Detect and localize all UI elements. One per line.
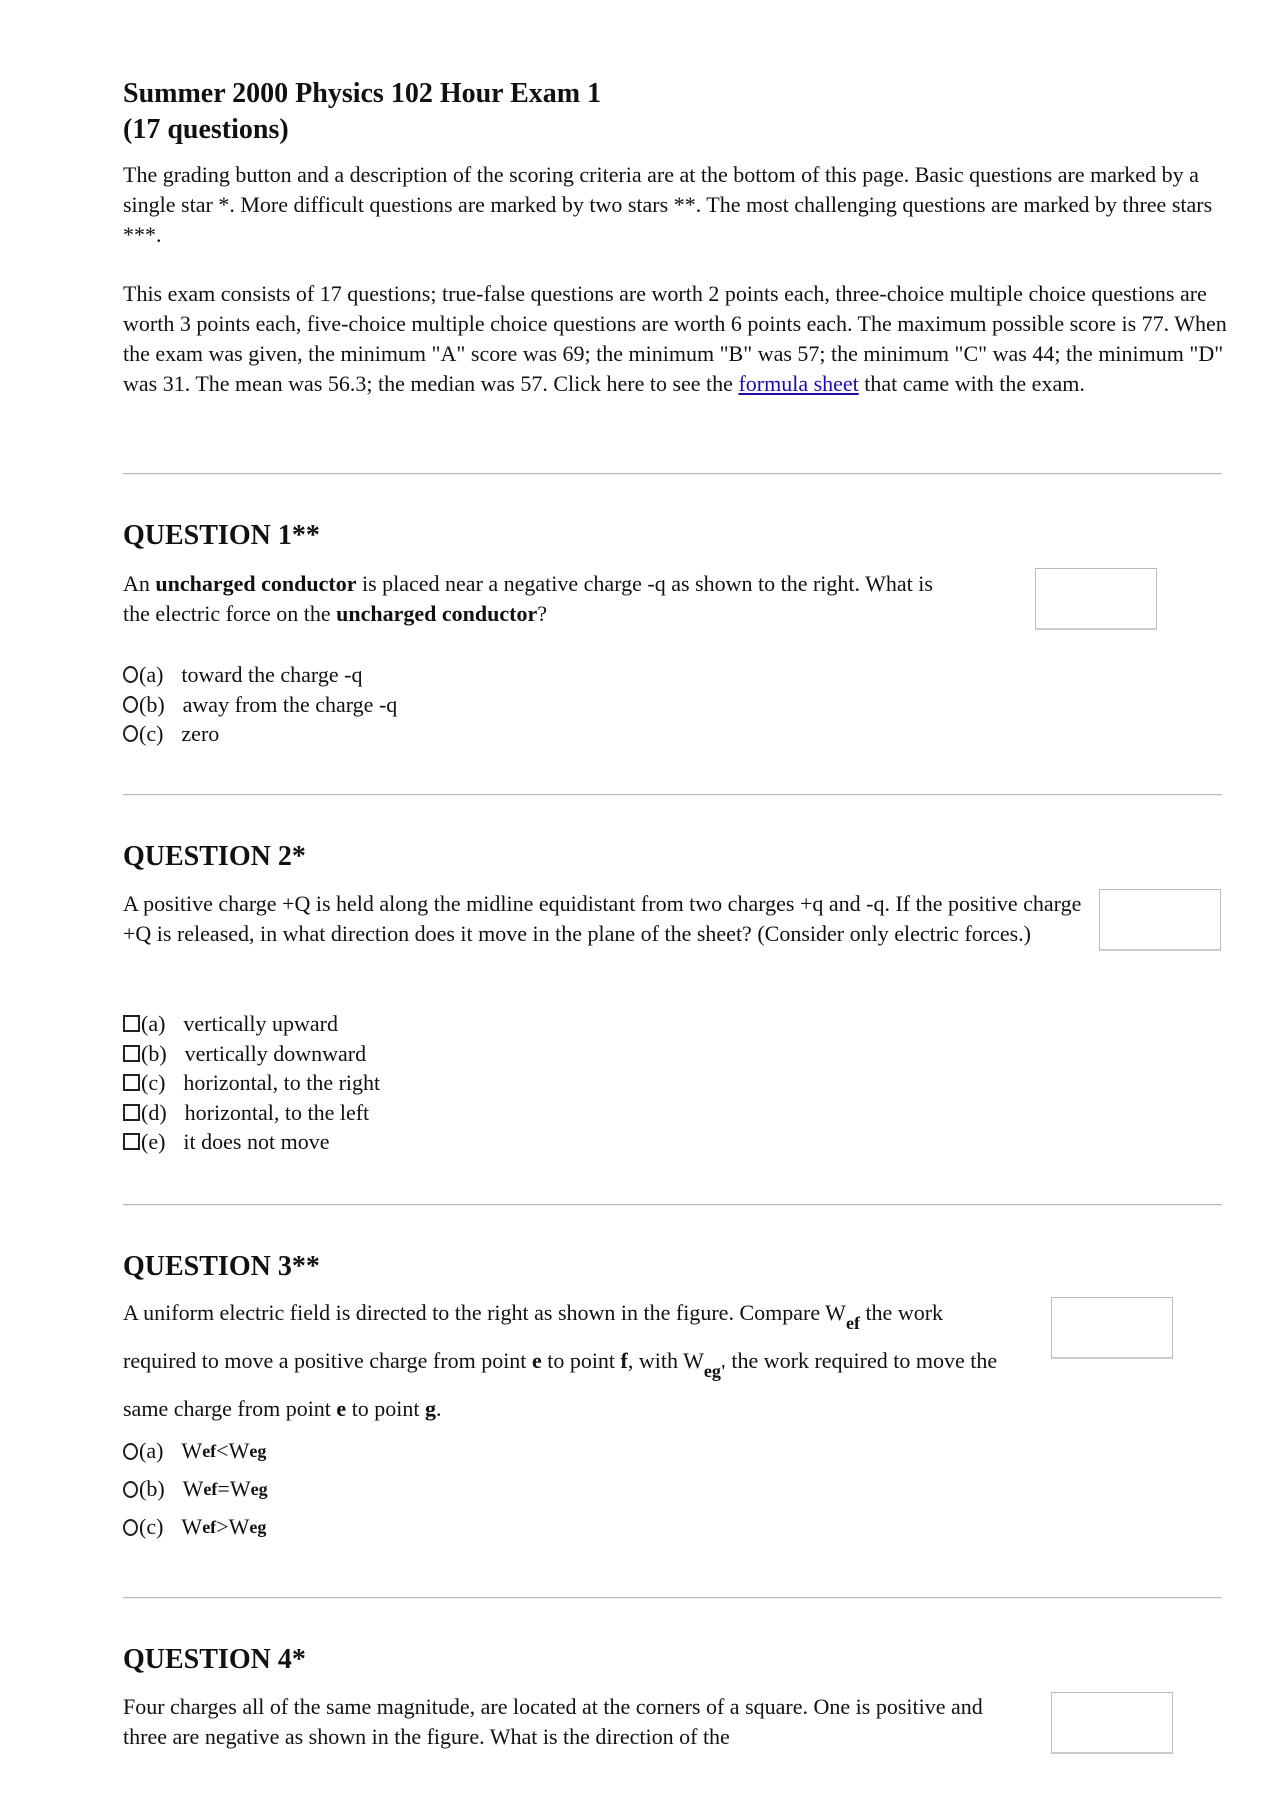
question-3-text: A uniform electric field is directed to the right as shown in the figure. Compare $W_{ef}$ the work required to move a positive charge from point e to point f, with $W_{eg'}$ the work required to move the same charge from point e to point g. [123, 1300, 998, 1421]
divider [123, 1597, 1222, 1599]
divider [123, 794, 1222, 796]
question-4-figure [1051, 1692, 1173, 1754]
option-a[interactable]: (a) toward the charge -q [123, 660, 397, 690]
question-4-text: Four charges all of the same magnitude, are located at the corners of a square. One is positive and three are negative as shown in the figure. What is the direction of the [123, 1694, 983, 1749]
question-3-heading: QUESTION 3** [123, 1251, 320, 1282]
intro-paragraph-1: The grading button and a description of the scoring criteria are at the bottom of this page. Basic questions are marked by a single star *. More difficult questions are marked by two stars **. The most challenging questions are marked by three stars ***. [123, 162, 1213, 247]
checkbox[interactable] [123, 1074, 140, 1091]
question-4-heading: QUESTION 4* [123, 1644, 306, 1675]
radio-button[interactable] [123, 725, 138, 742]
question-1-options [123, 660, 397, 749]
question-3-figure [1051, 1297, 1173, 1359]
radio-button[interactable] [123, 1443, 138, 1460]
radio-button[interactable] [123, 666, 138, 683]
option-a[interactable]: (a) vertically upward [123, 1009, 380, 1039]
question-2-figure [1099, 889, 1221, 951]
question-1-heading: QUESTION 1** [123, 520, 320, 551]
radio-button[interactable] [123, 1519, 138, 1536]
option-c[interactable]: (c) zero [123, 719, 397, 749]
option-c[interactable]: (c) horizontal, to the right [123, 1068, 380, 1098]
divider [123, 473, 1222, 475]
title-line-2: (17 questions) [123, 114, 289, 145]
title-line-1: Summer 2000 Physics 102 Hour Exam 1 [123, 78, 602, 109]
radio-button[interactable] [123, 1481, 138, 1498]
option-d[interactable]: (d) horizontal, to the left [123, 1098, 380, 1128]
divider [123, 1204, 1222, 1206]
question-1-figure [1035, 568, 1157, 630]
option-b[interactable]: (b) vertically downward [123, 1039, 380, 1069]
page-title [123, 76, 601, 148]
intro-paragraph-2 [123, 279, 1228, 399]
checkbox[interactable] [123, 1104, 140, 1121]
intro-text-end: that came with the exam. [858, 371, 1085, 396]
radio-button[interactable] [123, 696, 138, 713]
checkbox[interactable] [123, 1133, 140, 1150]
question-3-options [123, 1432, 268, 1546]
option-c[interactable]: (c) W ef > W eg [123, 1508, 268, 1546]
intro-text: This exam consists of 17 questions; true-false questions are worth 2 points each, three-choice multiple choice questions are worth 3 points each, five-choice multiple choice questions are worth 6 points each. The maximum possible score is 77. When the exam was given, the minimum "A" score was 69; the minimum "B" was 57; the minimum "C" was 44; the minimum "D" was 31. The mean was 56.3; the median was 57. Click here to see the [123, 281, 1227, 396]
option-b[interactable]: (b) W ef = W eg [123, 1470, 268, 1508]
formula-sheet-link[interactable]: formula sheet [738, 371, 859, 396]
question-2-heading: QUESTION 2* [123, 841, 306, 872]
checkbox[interactable] [123, 1045, 140, 1062]
question-2-options [123, 1009, 380, 1157]
question-1-text: An uncharged conductor is placed near a negative charge -q as shown to the right. What is the electric force on the uncharged conductor? [123, 571, 933, 626]
question-2-text: A positive charge +Q is held along the midline equidistant from two charges +q and -q. If the positive charge +Q is released, in what direction does it move in the plane of the sheet? (Consider only electric forces.) [123, 891, 1082, 946]
option-b[interactable]: (b) away from the charge -q [123, 690, 397, 720]
option-a[interactable]: (a) W ef < W eg [123, 1432, 268, 1470]
checkbox[interactable] [123, 1015, 140, 1032]
option-e[interactable]: (e) it does not move [123, 1127, 380, 1157]
